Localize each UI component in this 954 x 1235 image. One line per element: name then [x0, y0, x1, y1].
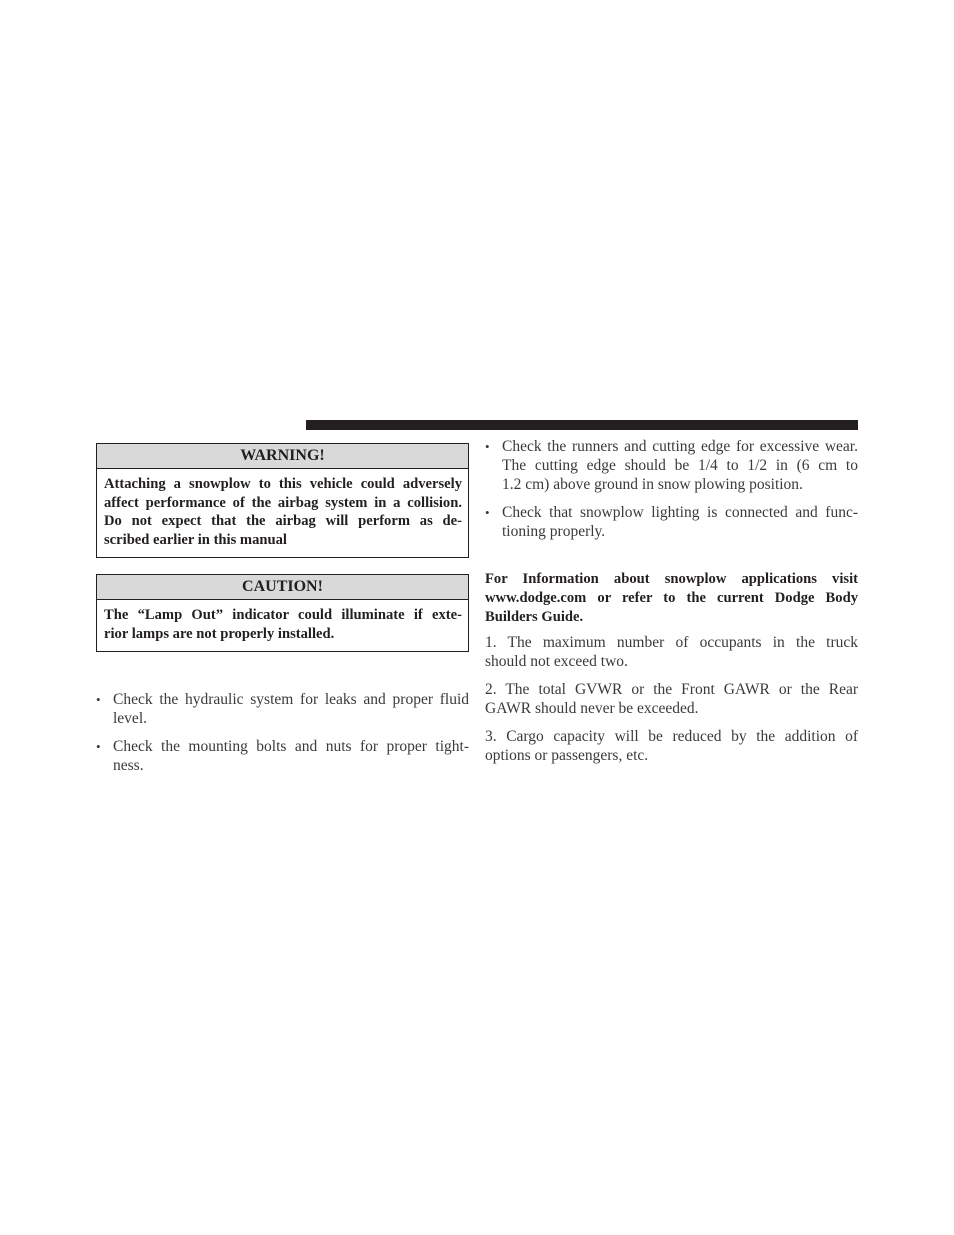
list-item	[96, 738, 469, 778]
bullet-line: Check that snowplow lighting is connected and func-	[502, 504, 858, 521]
bullet-line: ness.	[113, 756, 144, 774]
caution-line: rior lamps are not properly installed.	[104, 625, 335, 642]
warning-line: Do not expect that the airbag will perform as de-	[104, 513, 462, 530]
list-item	[485, 438, 858, 498]
bullet-line: Check the mounting bolts and nuts for proper tight-	[113, 738, 469, 755]
bullet-line: Check the runners and cutting edge for excessive wear.	[502, 438, 858, 455]
warning-body	[97, 469, 468, 557]
caution-title: CAUTION!	[97, 575, 468, 600]
bullet-icon: •	[485, 439, 490, 454]
warning-box	[96, 443, 469, 558]
numbered-line: should not exceed two.	[485, 652, 628, 670]
caution-body	[97, 600, 468, 651]
caution-box	[96, 574, 469, 652]
info-line: For Information about snowplow applications visit	[485, 571, 858, 587]
info-paragraph	[485, 570, 858, 626]
numbered-item-3	[485, 728, 858, 766]
numbered-line: options or passengers, etc.	[485, 746, 649, 764]
caution-line: The “Lamp Out” indicator could illuminate if exte-	[104, 607, 462, 623]
bullet-line: tioning properly.	[502, 522, 606, 540]
warning-line: Attaching a snowplow to this vehicle could adversely	[104, 476, 462, 492]
section-header-bar	[306, 420, 858, 430]
warning-title: WARNING!	[97, 444, 468, 469]
numbered-item-1	[485, 634, 858, 672]
info-line: Builders Guide.	[485, 608, 584, 625]
bullet-icon: •	[96, 739, 101, 754]
numbered-line: GAWR should never be exceeded.	[485, 699, 699, 717]
info-line: www.dodge.com or refer to the current Dodge Body	[485, 589, 858, 606]
bullet-line: level.	[113, 709, 147, 727]
warning-line: scribed earlier in this manual	[104, 531, 287, 548]
list-item	[485, 504, 858, 544]
bullet-line: The cutting edge should be 1/4 to 1/2 in (6 cm to	[502, 456, 858, 474]
list-item	[96, 691, 469, 731]
bullet-line: Check the hydraulic system for leaks and proper fluid	[113, 691, 469, 708]
numbered-line: 1. The maximum number of occupants in the truck	[485, 634, 858, 651]
bullet-line: 1.2 cm) above ground in snow plowing position.	[502, 475, 803, 493]
numbered-line: 2. The total GVWR or the Front GAWR or the Rear	[485, 681, 858, 698]
numbered-item-2	[485, 681, 858, 719]
numbered-line: 3. Cargo capacity will be reduced by the addition of	[485, 728, 858, 745]
bullet-icon: •	[96, 692, 101, 707]
warning-line: affect performance of the airbag system in a collision.	[104, 494, 462, 511]
bullet-icon: •	[485, 505, 490, 520]
